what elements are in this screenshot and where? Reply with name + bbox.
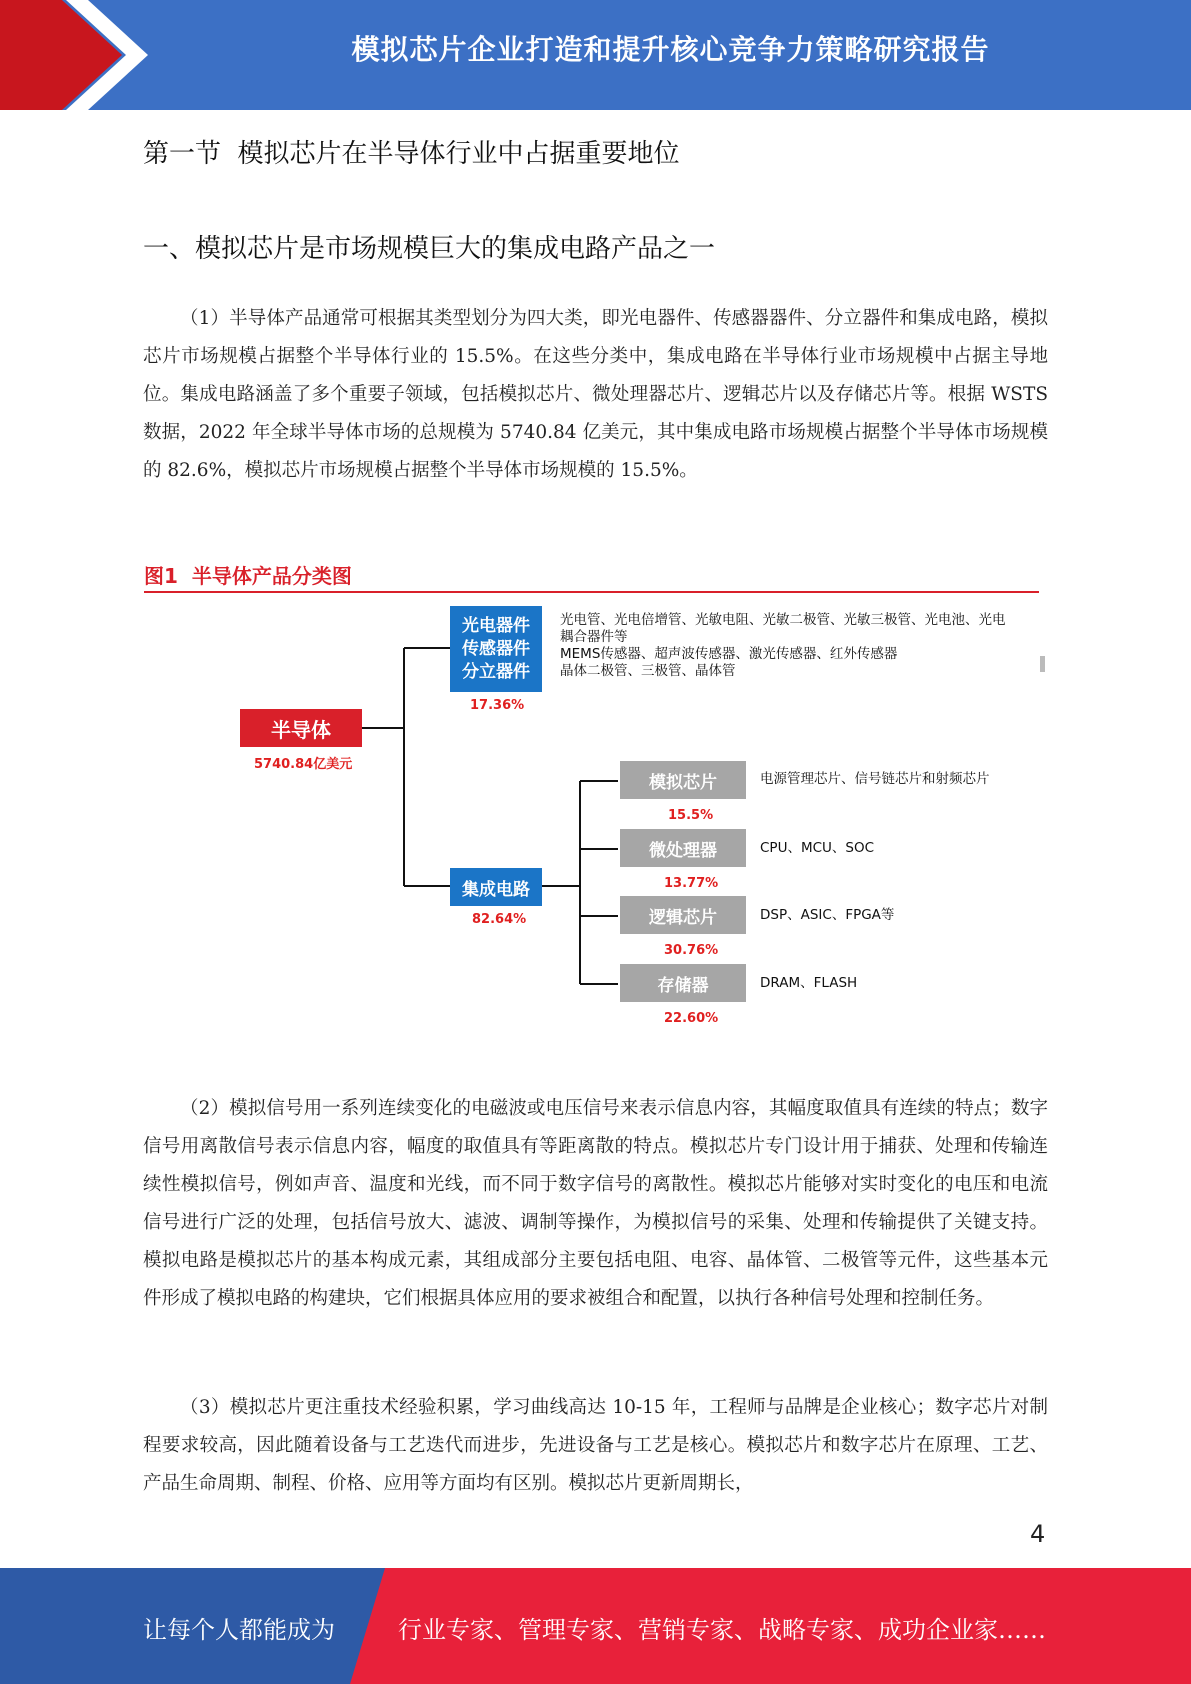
root-node-semiconductor [240, 709, 362, 747]
child-3-desc: DSP、ASIC、FPGA等 [760, 907, 895, 923]
node-a-pct: 17.36% [470, 698, 525, 713]
node-b-label: 集成电路 [462, 879, 530, 900]
paragraph-1: （1）半导体产品通常可根据其类型划分为四大类，即光电器件、传感器器件、分立器件和集成电路，模拟芯片市场规模占据整个半导体行业的 15.5%。在这些分类中，集成电路在半导体行业市场规模中占据主导地位。集成电路涵盖了多个重要子领域，包括模拟芯片、微处理器芯片、逻辑芯片以及存储芯片等。根据 WSTS 数据，2022 年全球半导体市场的总规模为 5740.84 亿美元，其中集成电路市场规模占据整个半导体市场规模的 82.6%，模拟芯片市场规模占据整个半导体市场规模的 15.5%。 [143, 308, 1048, 481]
node-b-pct: 82.64% [472, 912, 527, 927]
root-node-value: 5740.84亿美元 [254, 757, 353, 772]
child-2-desc: CPU、MCU、SOC [760, 840, 875, 856]
figure-title: 图1 半导体产品分类图 [144, 564, 352, 588]
child-2-label: 微处理器 [649, 840, 717, 861]
section-title: 第一节 模拟芯片在半导体行业中占据重要地位 [143, 139, 680, 169]
page-header [0, 0, 1191, 110]
child-1-desc: 电源管理芯片、信号链芯片和射频芯片 [760, 771, 990, 787]
node-memory [620, 964, 746, 1002]
child-4-desc: DRAM、FLASH [760, 975, 858, 991]
child-1-label: 模拟芯片 [649, 772, 717, 793]
paragraph-2: （2）模拟信号用一系列连续变化的电磁波或电压信号来表示信息内容，其幅度取值具有连续的特点；数字信号用离散信号表示信息内容，幅度的取值具有等距离散的特点。模拟芯片专门设计用于捕获、处理和传输连续性模拟信号，例如声音、温度和光线，而不同于数字信号的离散性。模拟芯片能够对实时变化的电压和电流信号进行广泛的处理，包括信号放大、滤波、调制等操作，为模拟信号的采集、处理和传输提供了关键支持。模拟电路是模拟芯片的基本构成元素，其组成部分主要包括电阻、电容、晶体管、二极管等元件，这些基本元件形成了模拟电路的构建块，它们根据具体应用的要求被组合和配置，以执行各种信号处理和控制任务。 [143, 1098, 1048, 1309]
node-optoelectronic-sensor-discrete [450, 606, 542, 692]
node-a-line-1: 光电器件 [462, 615, 530, 636]
footer-slogan-right: 行业专家、管理专家、营销专家、战略专家、成功企业家…… [398, 1616, 1046, 1644]
header-title: 模拟芯片企业打造和提升核心竞争力策略研究报告 [351, 33, 990, 66]
child-2-pct: 13.77% [664, 876, 719, 891]
node-logic-chip [620, 896, 746, 934]
node-a-desc-line-4: 晶体二极管、三极管、晶体管 [560, 663, 736, 679]
node-a-line-3: 分立器件 [462, 661, 530, 682]
semiconductor-classification-figure [140, 556, 1047, 1046]
section-subtitle: 一、模拟芯片是市场规模巨大的集成电路产品之一 [143, 234, 716, 264]
child-4-label: 存储器 [657, 975, 709, 996]
paragraph-3: （3）模拟芯片更注重技术经验积累，学习曲线高达 10-15 年，工程师与品牌是企业核心；数字芯片对制程要求较高，因此随着设备与工艺迭代而进步，先进设备与工艺是核心。模拟芯片和数字芯片在原理、工艺、产品生命周期、制程、价格、应用等方面均有区别。模拟芯片更新周期长， [143, 1397, 1048, 1494]
root-node-label: 半导体 [271, 717, 331, 742]
child-3-label: 逻辑芯片 [649, 907, 717, 928]
node-a-desc-line-2: 耦合器件等 [560, 629, 628, 645]
footer-slogan-left: 让每个人都能成为 [143, 1616, 335, 1644]
node-microprocessor [620, 829, 746, 867]
node-a-line-2: 传感器件 [462, 638, 530, 659]
page-number: 4 [1030, 1520, 1046, 1548]
child-1-pct: 15.5% [668, 808, 714, 823]
child-4-pct: 22.60% [664, 1011, 719, 1026]
node-a-desc-line-1: 光电管、光电倍增管、光敏电阻、光敏二极管、光敏三极管、光电池、光电 [560, 612, 1006, 628]
node-a-desc-line-3: MEMS传感器、超声波传感器、激光传感器、红外传感器 [560, 646, 898, 662]
node-analog-chip [620, 761, 746, 799]
child-3-pct: 30.76% [664, 943, 719, 958]
node-a-desc [560, 612, 1030, 680]
node-integrated-circuit [450, 868, 542, 906]
